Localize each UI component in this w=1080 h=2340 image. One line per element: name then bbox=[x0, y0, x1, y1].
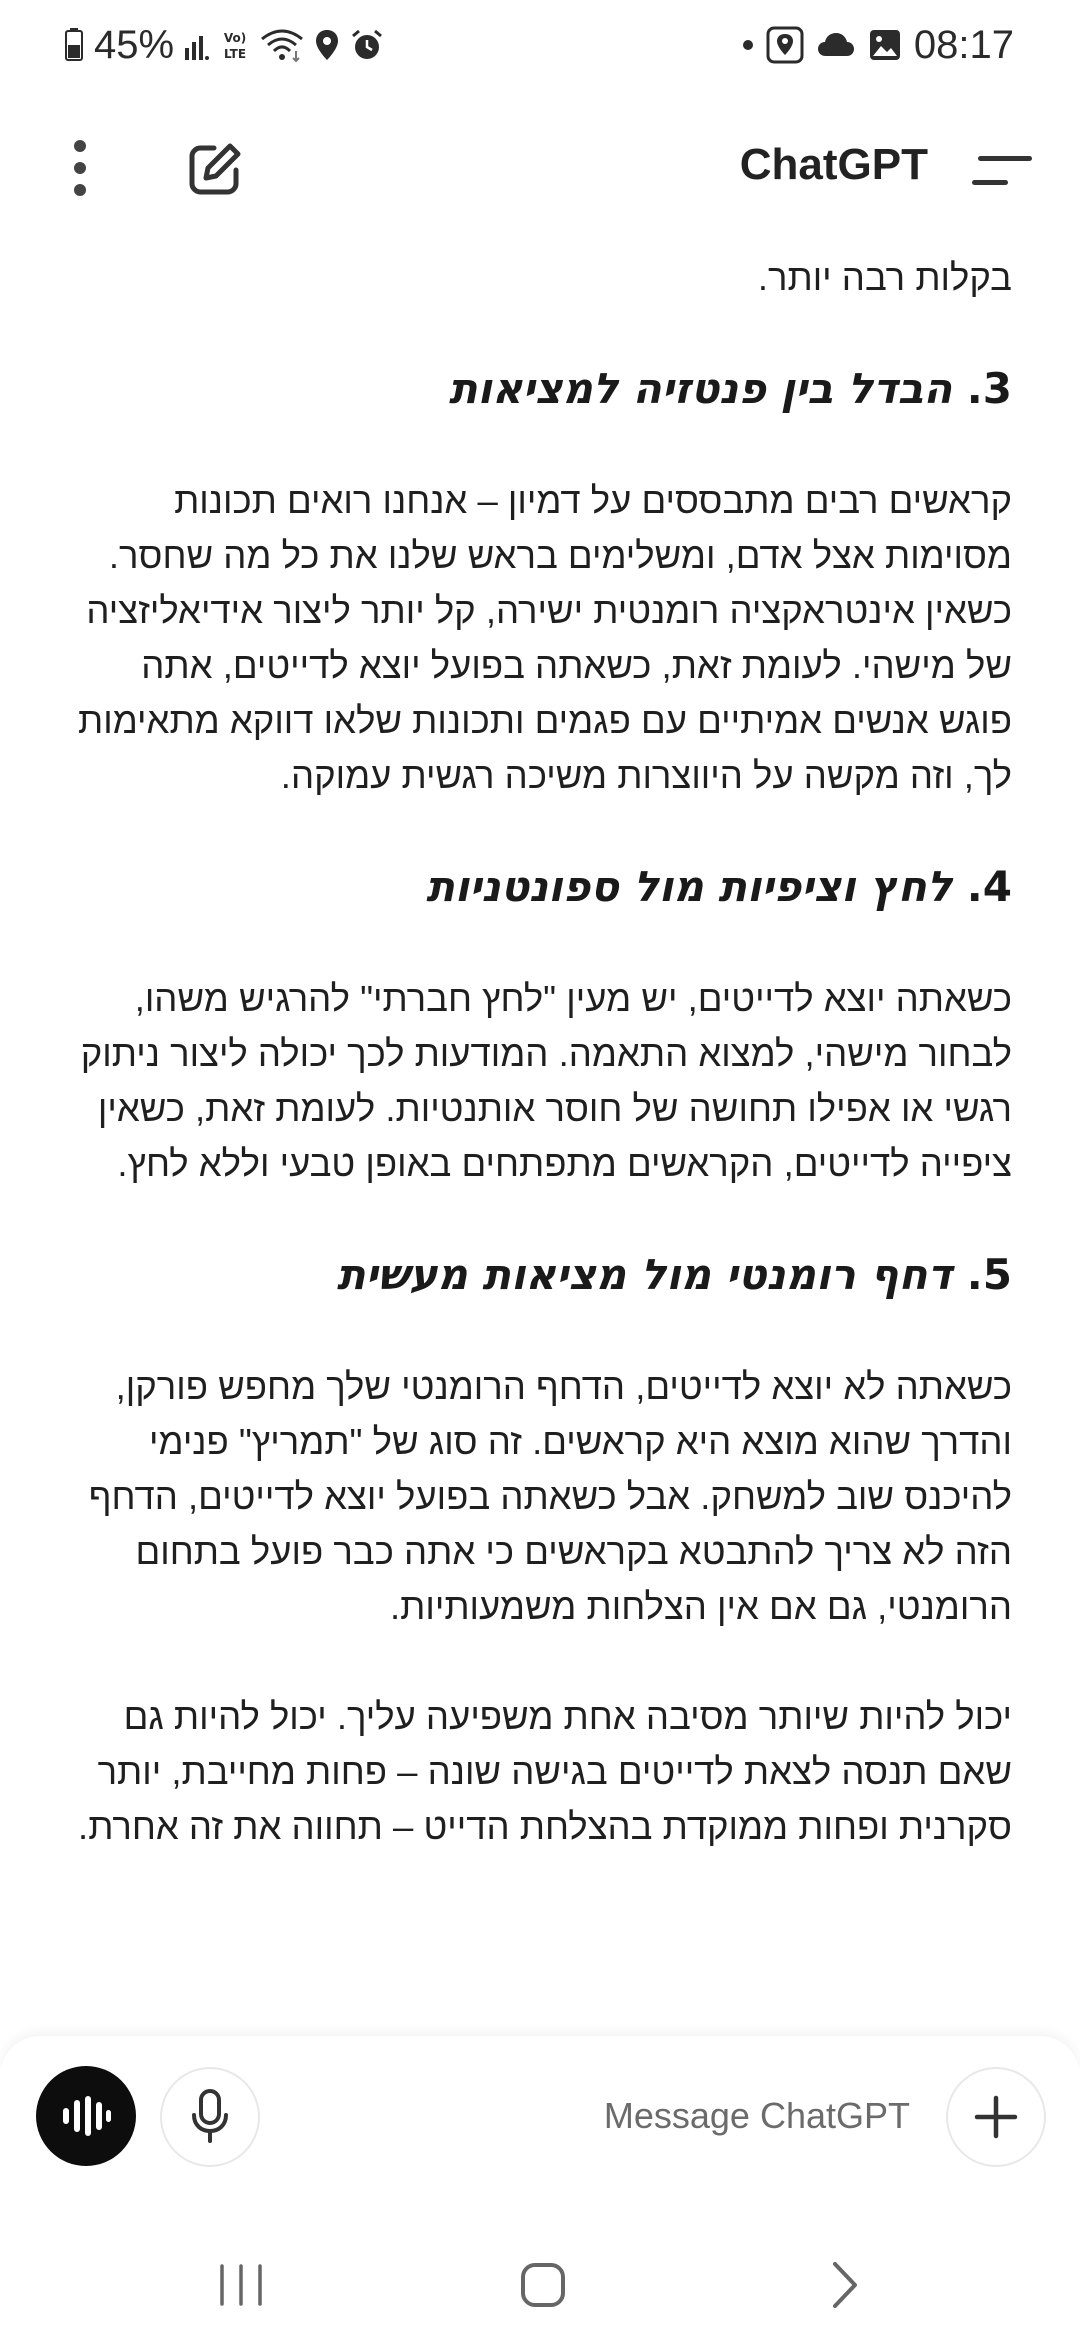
message-input[interactable] bbox=[290, 2080, 910, 2152]
assistant-message bbox=[64, 250, 1012, 2030]
status-bar-left bbox=[64, 20, 384, 70]
section-number: 4. bbox=[966, 862, 1012, 911]
paragraph-text: כשאתה לא יוצא לדייטים, הדחף הרומנטי שלך מחפש פורקן, והדרך שהוא מוצא היא קראשים. זה סוג של "תמריץ" פנימי להיכנס שוב למשחק. אבל כשאתה בפועל יוצא לדייטים, הדחף הזה לא צריך להתבטא בקראשים כי אתה כבר פועל בתחום הרומנטי, גם אם אין הצלחות משמעותיות. bbox=[88, 1366, 1012, 1627]
section-heading bbox=[64, 1247, 1012, 1303]
alarm-icon bbox=[350, 28, 384, 62]
voice-mode-icon bbox=[61, 2094, 111, 2138]
attach-button[interactable] bbox=[946, 2067, 1046, 2167]
section-number: 5. bbox=[966, 1250, 1012, 1299]
microphone-icon bbox=[190, 2089, 230, 2145]
message-composer bbox=[0, 2036, 1080, 2226]
wifi-icon bbox=[260, 27, 304, 63]
section-title: הבדל בין פנטזיה למציאות bbox=[448, 364, 953, 413]
volte-icon bbox=[220, 28, 250, 62]
gallery-icon bbox=[868, 28, 902, 62]
section-heading bbox=[64, 859, 1012, 915]
more-options-button[interactable] bbox=[50, 138, 110, 198]
sidebar-menu-button[interactable] bbox=[966, 146, 1036, 196]
more-vertical-icon bbox=[72, 138, 88, 198]
paragraph-text: קראשים רבים מתבססים על דמיון – אנחנו רואים תכונות מסוימות אצל אדם, ומשלימים בראש שלנו את כל מה שחסר. כשאין אינטראקציה רומנטית ישירה, קל יותר ליצור אידיאליזציה של מישהי. לעומת זאת, כשאתה בפועל יוצא לדייטים, אתה פוגש אנשים אמיתיים עם פגמים ותכונות שלאו דווקא מתאימות לך, וזה מקשה על היווצרות משיכה רגשית עמוקה. bbox=[78, 480, 1012, 796]
app-title: ChatGPT bbox=[739, 140, 928, 189]
svg-text:Vo): Vo) bbox=[223, 31, 247, 45]
battery-percentage: 45% bbox=[94, 22, 175, 67]
menu-icon bbox=[966, 146, 1036, 196]
section-title: לחץ וציפיות מול ספונטניות bbox=[426, 862, 953, 911]
section-title: דחף רומנטי מול מציאות מעשית bbox=[336, 1250, 953, 1299]
signal-icon bbox=[184, 28, 210, 62]
back-icon bbox=[829, 2260, 861, 2310]
system-navigation-bar bbox=[0, 2226, 1080, 2340]
section-heading bbox=[64, 361, 1012, 417]
paragraph-text: כשאתה יוצא לדייטים, יש מעין "לחץ חברתי" להרגיש משהו, לבחור מישהי, למצוא התאמה. המודעות לכך יכולה ליצור ניתוק רגשי או אפילו תחושה של חוסר אותנטיות. לעומת זאת, כשאין ציפייה לדייטים, הקראשים מתפתחים באופן טבעי וללא לחץ. bbox=[80, 978, 1012, 1184]
home-button[interactable] bbox=[498, 2250, 588, 2320]
section-number: 3. bbox=[966, 364, 1012, 413]
svg-text:LTE: LTE bbox=[224, 47, 247, 61]
maps-icon bbox=[766, 26, 804, 64]
cloud-icon bbox=[816, 30, 856, 60]
new-chat-icon bbox=[186, 140, 244, 198]
app-header bbox=[0, 118, 1080, 218]
battery-icon bbox=[64, 28, 84, 62]
dictation-button[interactable] bbox=[160, 2067, 260, 2167]
paragraph-text: בקלות רבה יותר. bbox=[757, 257, 1012, 298]
recents-button[interactable] bbox=[196, 2250, 286, 2320]
clock: 08:17 bbox=[913, 22, 1014, 67]
paragraph-text: יכול להיות שיותר מסיבה אחת משפיעה עליך. יכול להיות גם שאם תנסה לצאת לדייטים בגישה שונה – פחות מחייבת, יותר סקרנית ופחות ממוקדת בהצלחת הדייט – תחווה את זה אחרת. bbox=[78, 1696, 1012, 1847]
back-button[interactable] bbox=[800, 2250, 890, 2320]
status-bar bbox=[0, 0, 1080, 90]
plus-icon bbox=[973, 2094, 1019, 2140]
new-chat-button[interactable] bbox=[180, 138, 250, 200]
location-icon bbox=[314, 28, 340, 62]
status-bar-right bbox=[742, 20, 1014, 70]
voice-mode-button[interactable] bbox=[36, 2066, 136, 2166]
home-icon bbox=[519, 2261, 567, 2309]
notification-dot-icon bbox=[742, 39, 754, 51]
recents-icon bbox=[216, 2262, 266, 2308]
